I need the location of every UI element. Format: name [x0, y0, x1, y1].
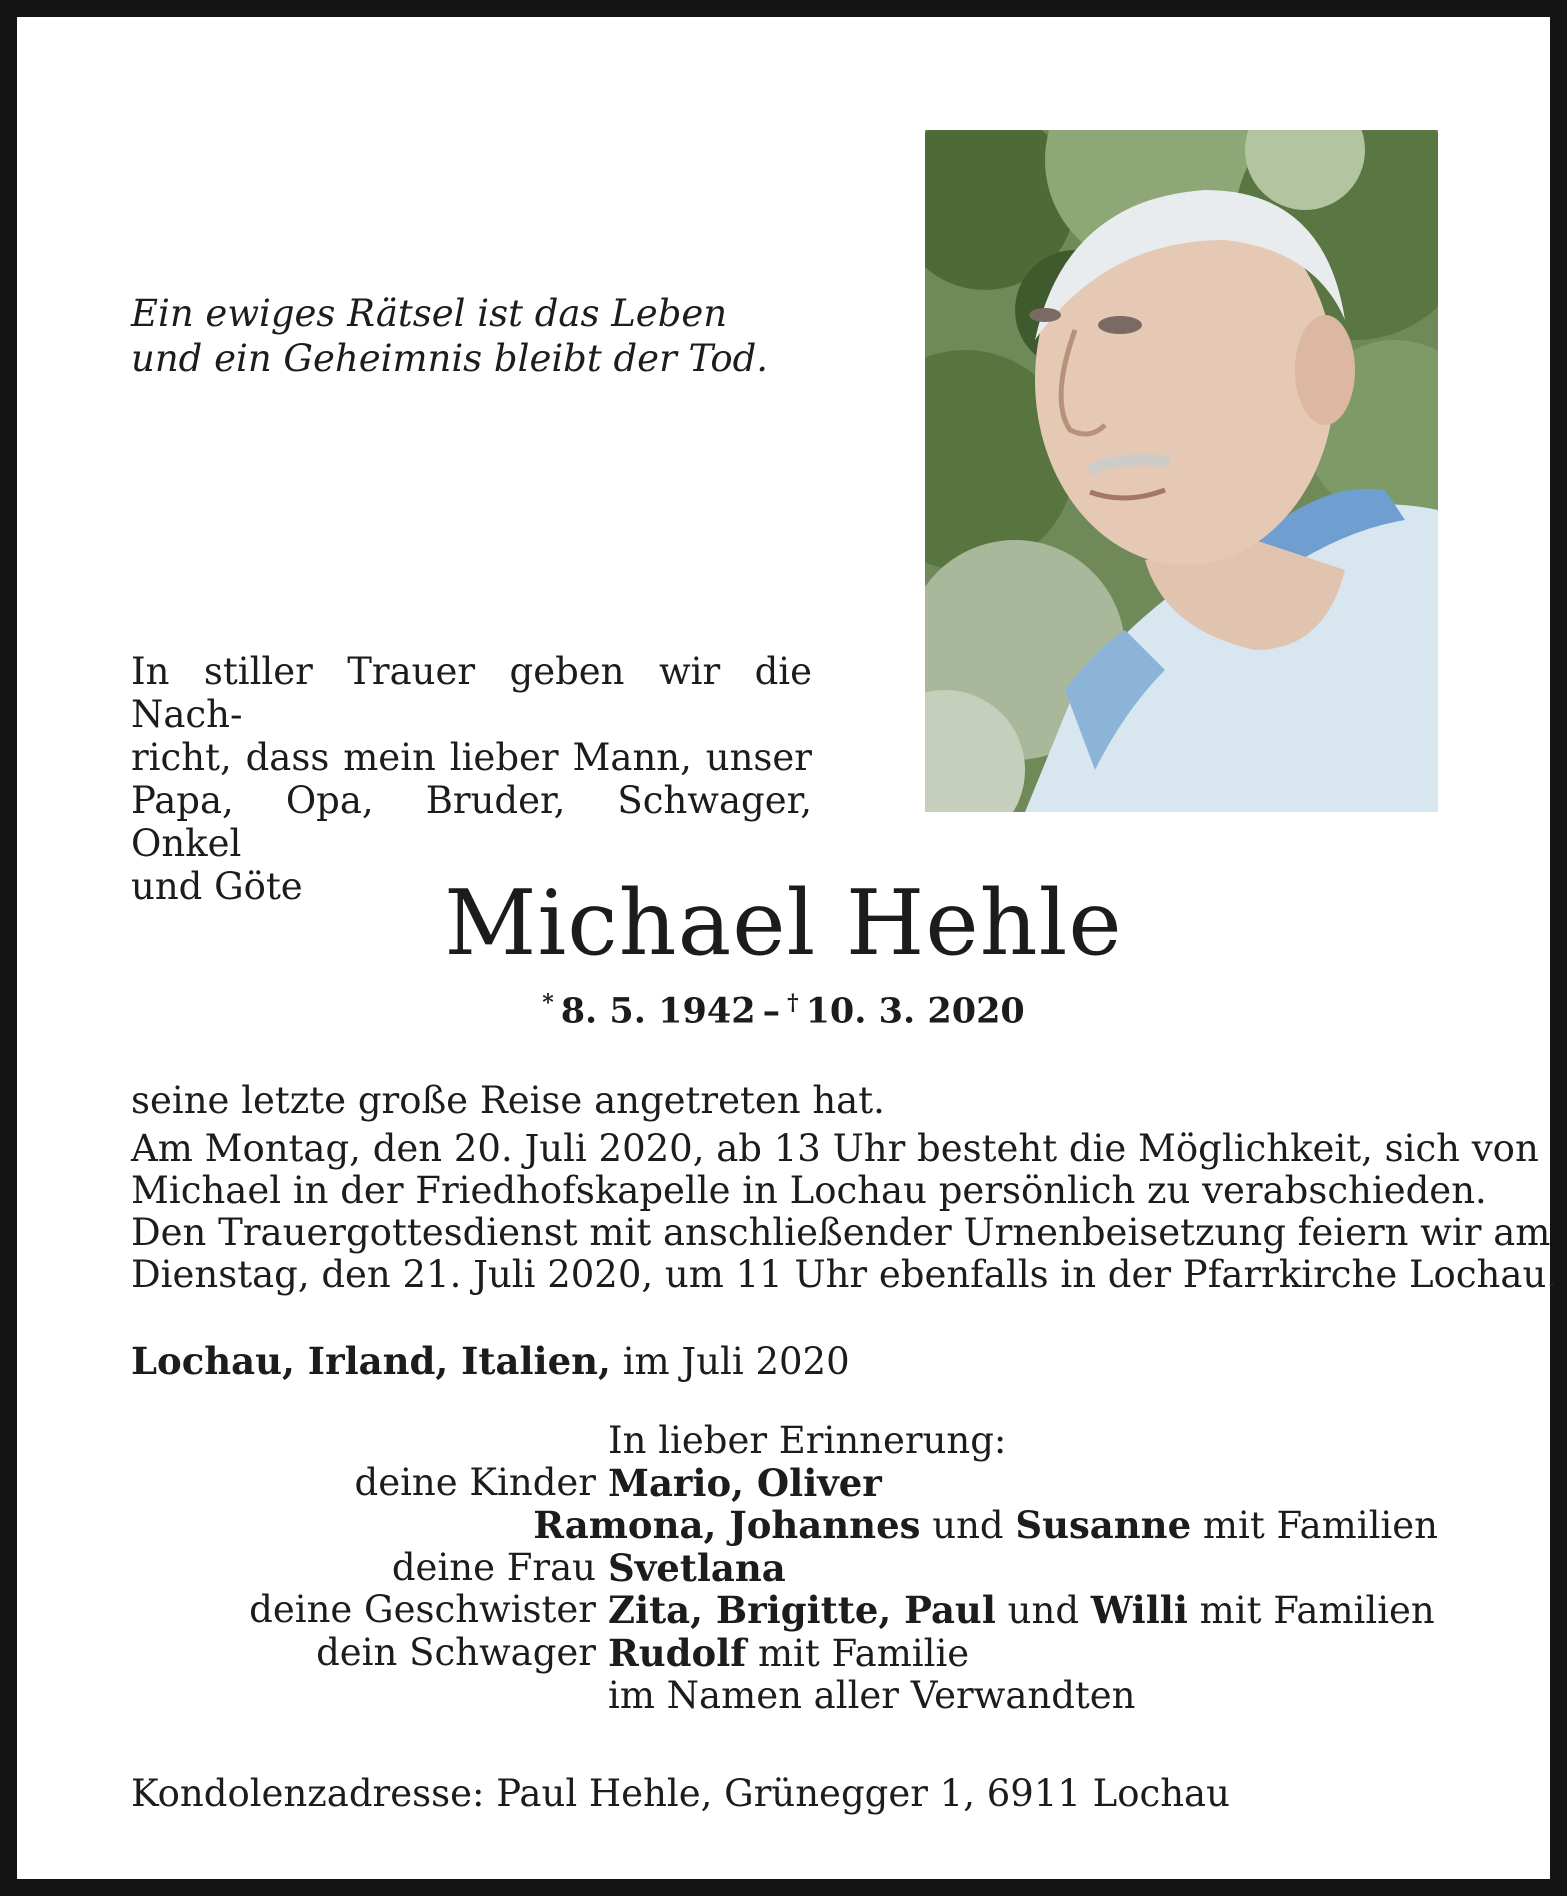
mourners-children2-row: [131, 1504, 1438, 1547]
wife-label: deine Frau: [391, 1546, 596, 1589]
brother-in-law-label: dein Schwager: [316, 1631, 596, 1674]
mourners-brother-in-law-row: [131, 1632, 1438, 1675]
intro-text: [131, 650, 812, 908]
brother-in-law-suffix: mit Familie: [757, 1632, 970, 1675]
deceased-name: Michael Hehle: [444, 871, 1123, 976]
intro-line-3: Papa, Opa, Bruder, Schwager, Onkel: [131, 779, 812, 865]
portrait-photo: [925, 130, 1438, 812]
children2-name3: Susanne: [1015, 1503, 1192, 1547]
children2-names: Ramona, Johannes: [533, 1503, 921, 1547]
condolence-address: Kondolenzadresse: Paul Hehle, Grünegger 1, 6911 Lochau: [131, 1772, 1230, 1815]
siblings-name4: Willi: [1090, 1588, 1188, 1632]
birth-symbol: *: [542, 990, 554, 1016]
place-locations: Lochau, Irland, Italien,: [131, 1339, 611, 1383]
service-line-1: Am Montag, den 20. Juli 2020, ab 13 Uhr besteht die Möglichkeit, sich von: [131, 1127, 1539, 1170]
intro-line-4: und Göte: [131, 865, 303, 908]
service-line-4: Dienstag, den 21. Juli 2020, um 11 Uhr ebenfalls in der Pfarrkirche Lochau.: [131, 1253, 1559, 1296]
service-line-2: Michael in der Friedhofskapelle in Lochau persönlich zu verabschieden.: [131, 1169, 1487, 1212]
place-date: im Juli 2020: [622, 1340, 850, 1383]
service-line-3: Den Trauergottesdienst mit anschließender Urnenbeisetzung feiern wir am: [131, 1211, 1551, 1254]
siblings-names: Zita, Brigitte, Paul: [608, 1588, 996, 1632]
mourners-wife-row: [131, 1547, 1438, 1589]
service-paragraph: [131, 1127, 1559, 1296]
motto-verse: [131, 291, 768, 381]
mourners-heading-row: [131, 1420, 1438, 1462]
birth-date: 8. 5. 1942: [560, 990, 756, 1032]
children-label: deine Kinder: [354, 1461, 596, 1504]
death-symbol: †: [787, 990, 799, 1016]
intro-line-2: richt, dass mein lieber Mann, unser: [131, 736, 812, 779]
children2-suffix: mit Familien: [1202, 1504, 1438, 1547]
mourners-children-row: [131, 1462, 1438, 1504]
siblings-suffix: mit Familien: [1199, 1589, 1435, 1632]
motto-line-2: und ein Geheimnis bleibt der Tod.: [131, 337, 769, 380]
death-date: 10. 3. 2020: [805, 990, 1025, 1032]
reise-line: seine letzte große Reise angetreten hat.: [131, 1079, 885, 1122]
mourners-relatives-row: [131, 1675, 1438, 1717]
date-separator: –: [762, 990, 781, 1032]
brother-in-law-name: Rudolf: [608, 1631, 747, 1675]
all-relatives: im Namen aller Verwandten: [608, 1674, 1136, 1717]
life-dates: [0, 990, 1567, 1032]
motto-line-1: Ein ewiges Rätsel ist das Leben: [131, 292, 728, 335]
siblings-label: deine Geschwister: [249, 1588, 596, 1631]
mourners-heading: In lieber Erinnerung:: [608, 1419, 1007, 1462]
intro-line-1: In stiller Trauer geben wir die Nach-: [131, 650, 812, 736]
wife-name: Svetlana: [608, 1546, 786, 1590]
children2-and: und: [932, 1504, 1004, 1547]
mourners-list: [131, 1420, 1438, 1717]
siblings-and: und: [1007, 1589, 1080, 1632]
mourners-siblings-row: [131, 1589, 1438, 1632]
portrait-image: [925, 130, 1438, 812]
children-names: Mario, Oliver: [608, 1461, 882, 1505]
place-date-line: [131, 1339, 850, 1383]
